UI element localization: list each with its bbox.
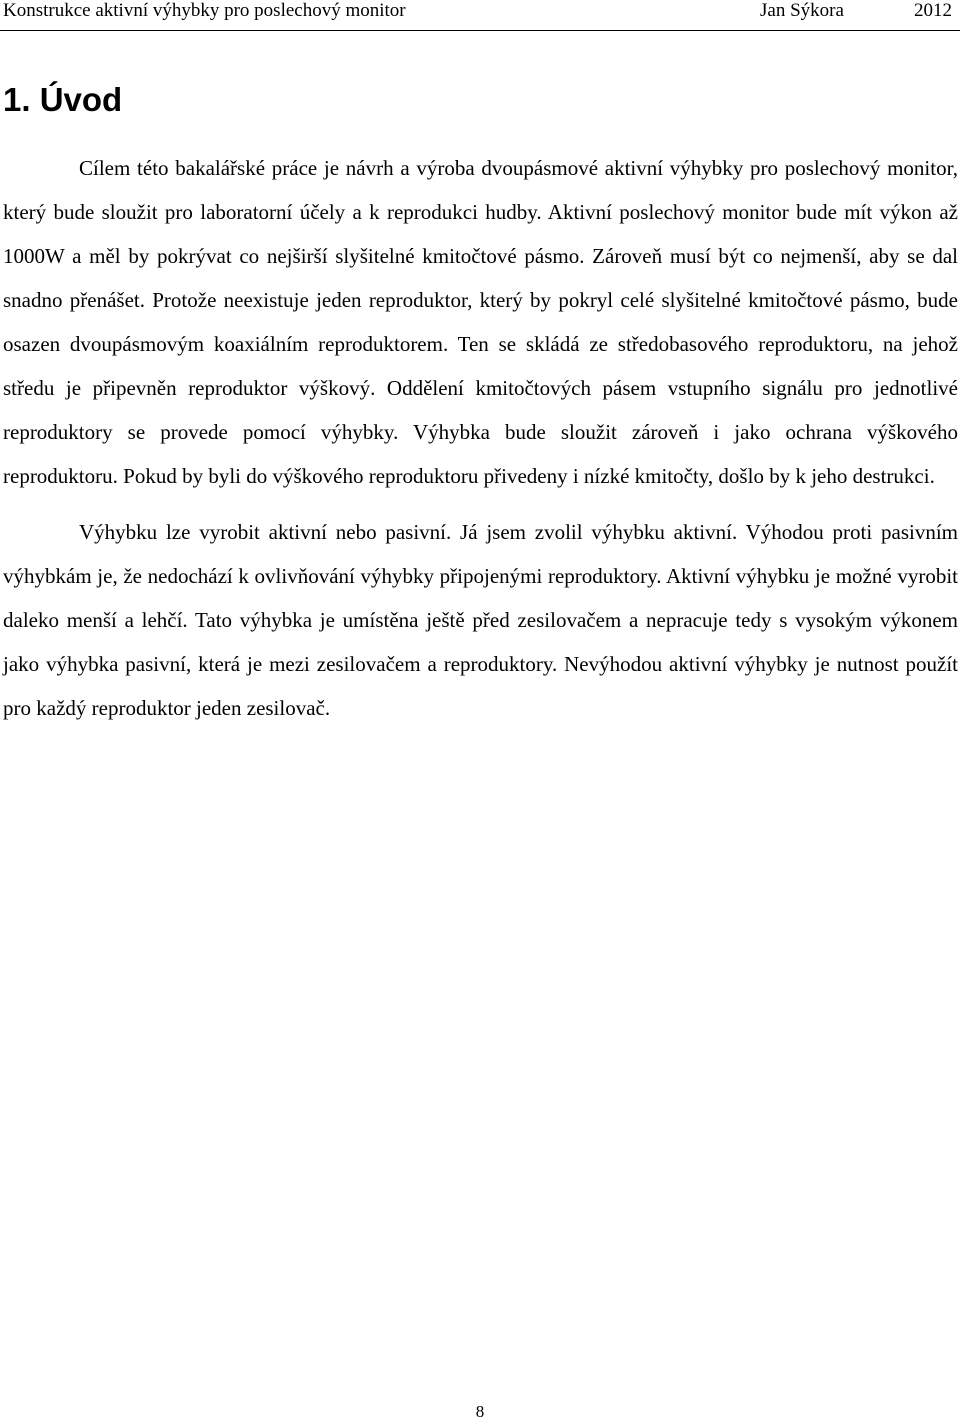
header-author: Jan Sýkora	[760, 0, 844, 21]
section-body	[3, 146, 958, 730]
header-year: 2012	[914, 0, 952, 21]
section-heading: 1. Úvod	[3, 81, 123, 118]
paragraph-1: Cílem této bakalářské práce je návrh a výroba dvoupásmové aktivní výhybky pro poslechový monitor, který bude sloužit pro laboratorní účely a k reprodukci hudby. Aktivní poslechový monitor bude mít výkon až 1000W a měl by pokrývat co nejširší slyšitelné kmitočtové pásmo. Zároveň musí být co nejmenší, aby se dal snadno přenášet. Protože neexistuje jeden reproduktor, který by pokryl celé slyšitelné kmitočtové pásmo, bude osazen dvoupásmovým koaxiálním reproduktorem. Ten se skládá ze středobasového reproduktoru, na jehož středu je připevněn reproduktor výškový. Oddělení kmitočtových pásem vstupního signálu pro jednotlivé reproduktory se provede pomocí výhybky. Výhybka bude sloužit zároveň i jako ochrana výškového reproduktoru. Pokud by byli do výškového reproduktoru přivedeny i nízké kmitočty, došlo by k jeho destrukci.	[3, 156, 958, 488]
paragraph-2: Výhybku lze vyrobit aktivní nebo pasivní. Já jsem zvolil výhybku aktivní. Výhodou proti pasivním výhybkám je, že nedochází k ovlivňování výhybky připojenými reproduktory. Aktivní výhybku je možné vyrobit daleko menší a lehčí. Tato výhybka je umístěna ještě před zesilovačem a nepracuje tedy s vysokým výkonem jako výhybka pasivní, která je mezi zesilovačem a reproduktory. Nevýhodou aktivní výhybky je nutnost použít pro každý reproduktor jeden zesilovač.	[3, 520, 958, 720]
header-title: Konstrukce aktivní výhybky pro poslechový monitor	[3, 0, 406, 21]
running-header	[0, 0, 960, 31]
page-number: 8	[475, 1402, 485, 1421]
